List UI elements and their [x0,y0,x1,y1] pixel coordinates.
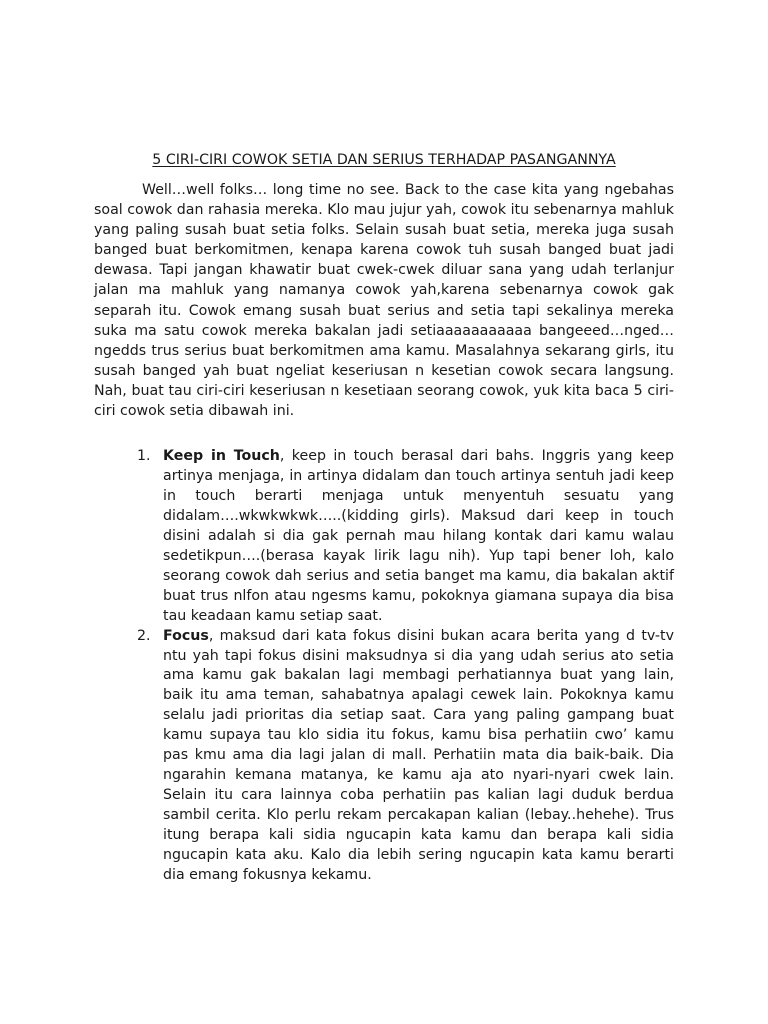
list-item [137,447,675,627]
list-item-number: 2. [137,627,151,644]
list-item [137,627,674,886]
list-item-text: , maksud dari kata fokus disini bukan acara berita yang d tv-tv ntu yah tapi fokus disini maksudnya si dia yang udah serius ato setia ama kamu gak bakalan lagi membagi perhatiannya buat yang lain, baik itu ama teman, sahabatnya apalagi cewek lain. Pokoknya kamu selalu jadi prioritas dia setiap saat. Cara yang paling gampang buat kamu supaya tau klo sidia itu fokus, kamu bisa perhatiin cwo’ kamu pas kmu ama dia lagi jalan di mall. Perhatiin mata dia baik-baik. Dia ngarahin kemana matanya, ke kamu aja ato nyari-nyari cwek lain. Selain itu cara lainnya coba perhatiin pas kalian lagi duduk berdua sambil cerita. Klo perlu rekam percakapan kalian (lebay..hehehe). Trus itung berapa kali sidia ngucapin kata kamu dan berapa kali sidia ngucapin kata aku. Kalo dia lebih sering ngucapin kata kamu berarti dia emang fokusnya kekamu. [163,627,674,884]
numbered-list [137,447,675,886]
list-item-number: 1. [137,448,151,464]
list-item-term: Focus [163,627,209,644]
document-title: 5 CIRI-CIRI COWOK SETIA DAN SERIUS TERHADAP PASANGANNYA [152,152,616,168]
intro-paragraph: Well…well folks… long time no see. Back to the case kita yang ngebahas soal cowok dan rahasia mereka. Klo mau jujur yah, cowok itu sebenarnya mahluk yang paling susah buat setia folks. Selain susah buat setia, mereka juga susah banged buat berkomitmen, kenapa karena cowok tuh susah banged buat jadi dewasa. Tapi jangan khawatir buat cwek-cwek diluar sana yang udah terlanjur jalan ma mahluk yang namanya cowok yah,karena sebenarnya cowok gak separah itu. Cowok emang susah buat serius and setia tapi sekalinya mereka suka ma satu cowok mereka bakalan jadi setiaaaaaaaaaaa bangeeed…nged…ngedds trus serius buat berkomitmen ama kamu. Masalahnya sekarang girls, itu susah banged yah buat ngeliat keseriusan n kesetian cowok secara langsung. Nah, buat tau ciri-ciri keseriusan n kesetiaan seorang cowok, yuk kita baca 5 ciri-ciri cowok setia dibawah ini. [94,182,674,420]
list-item-term: Keep in Touch [163,448,280,464]
list-item-text: , keep in touch berasal dari bahs. Inggris yang keep artinya menjaga, in artinya didalam dan touch artinya sentuh jadi keep in touch berarti menjaga untuk menyentuh sesuatu yang didalam….wkwkwkwk…..(kidding girls). Maksud dari keep in touch disini adalah si dia gak pernah mau hilang kontak dari kamu walau sedetikpun….(berasa kayak lirik lagu nih). Yup tapi bener loh, kalo seorang cowok dah serius and setia banget ma kamu, dia bakalan aktif buat trus nlfon atau ngesms kamu, pokoknya giamana supaya dia bisa tau keadaan kamu setiap saat. [163,448,675,624]
